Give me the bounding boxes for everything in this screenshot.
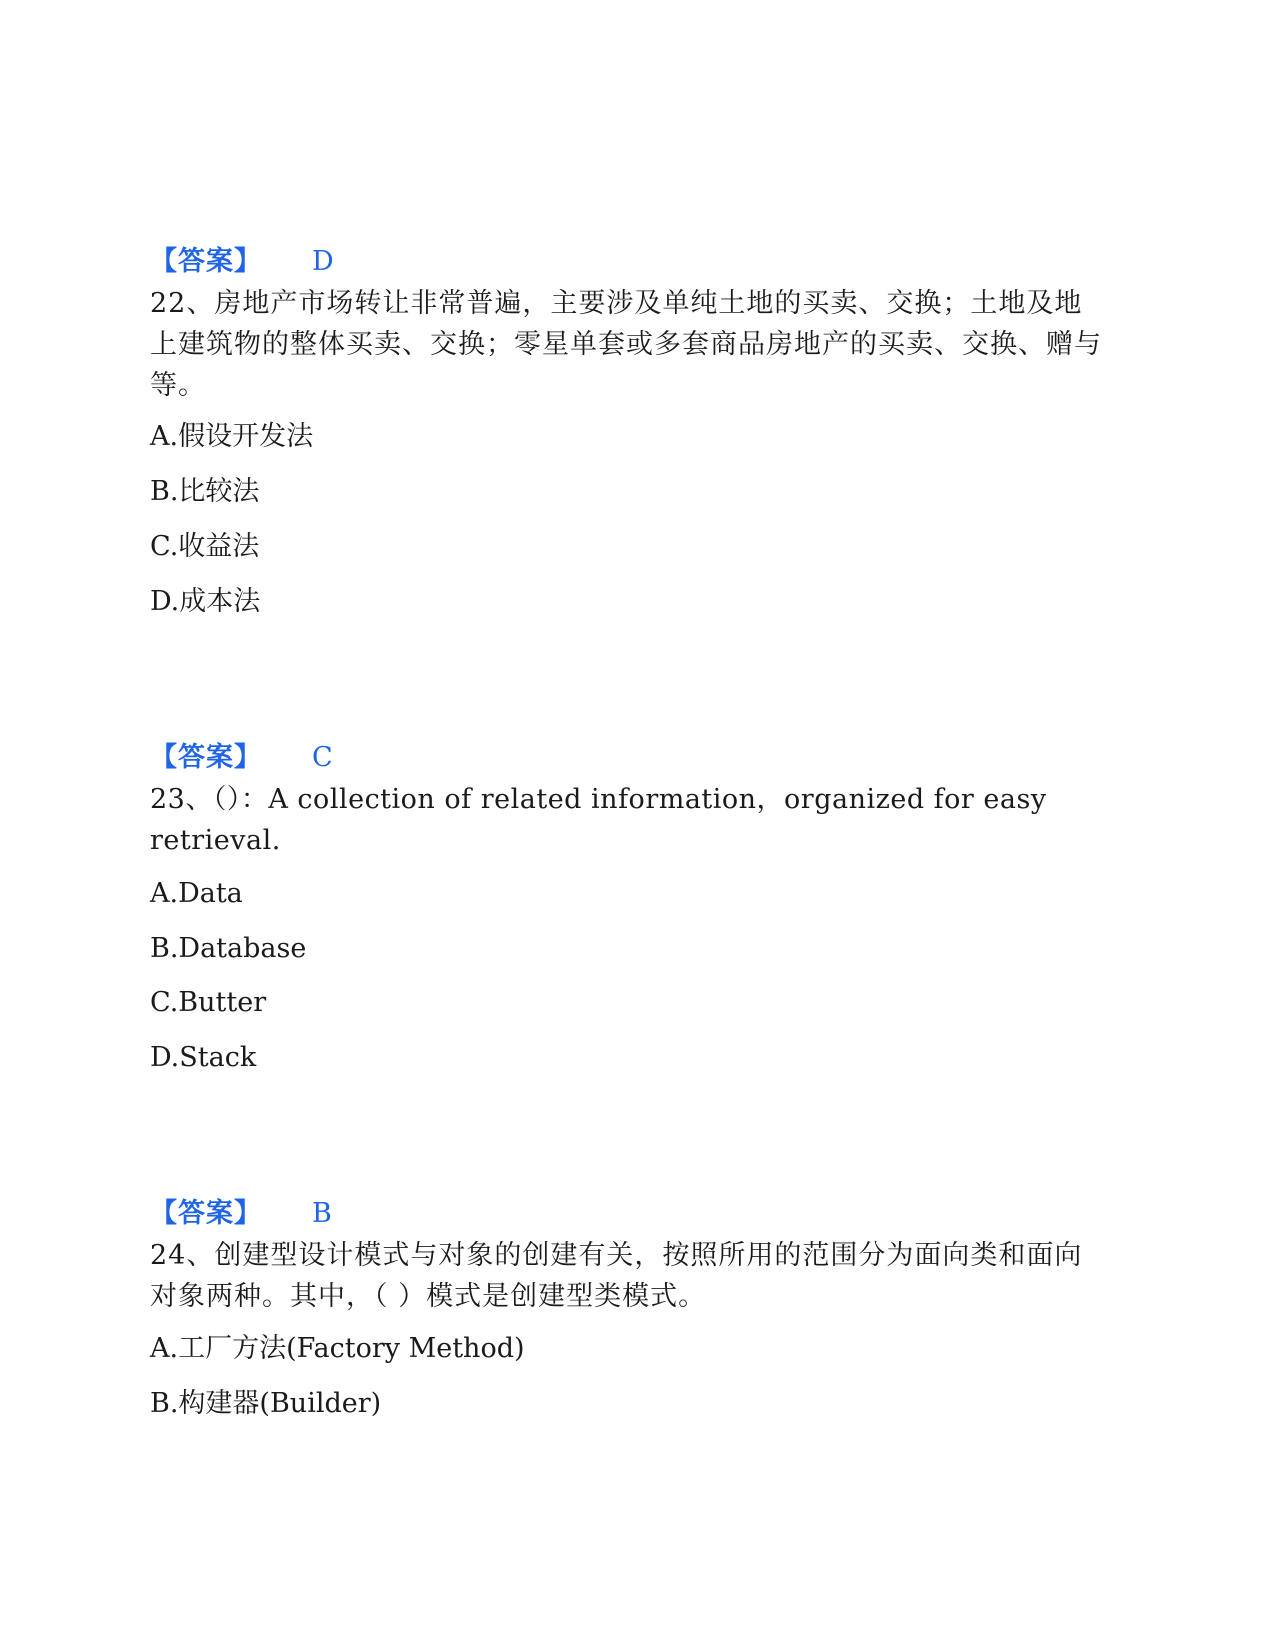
option-a: A.工厂方法(Factory Method)	[150, 1333, 525, 1364]
answer-label: 【答案】	[150, 742, 262, 773]
answer-line	[150, 1198, 332, 1230]
answer-value: B	[312, 1198, 332, 1229]
answer-label: 【答案】	[150, 246, 262, 277]
answer-value: C	[312, 742, 333, 773]
answer-value: D	[312, 246, 334, 277]
question-text: 22、房地产市场转让非常普遍，主要涉及单纯土地的买卖、交换；土地及地上建筑物的整体买卖、交换；零星单套或多套商品房地产的买卖、交换、赠与等。	[150, 288, 1102, 401]
option-a: A.假设开发法	[150, 421, 314, 452]
question-text: 24、创建型设计模式与对象的创建有关，按照所用的范围分为面向类和面向对象两种。其中，（ ）模式是创建型类模式。	[150, 1240, 1083, 1312]
question-text: 23、（）：A collection of related information，organized for easy retrieval.	[150, 784, 1047, 856]
option-d: D.成本法	[150, 586, 261, 617]
answer-line	[150, 742, 333, 774]
option-b: B.Database	[150, 933, 307, 964]
option-a: A.Data	[150, 878, 243, 909]
option-d: D.Stack	[150, 1042, 257, 1073]
answer-label: 【答案】	[150, 1198, 262, 1229]
option-b: B.构建器(Builder)	[150, 1388, 382, 1419]
option-c: C.收益法	[150, 531, 260, 562]
option-b: B.比较法	[150, 476, 260, 507]
answer-line	[150, 246, 334, 278]
option-c: C.Butter	[150, 987, 267, 1018]
